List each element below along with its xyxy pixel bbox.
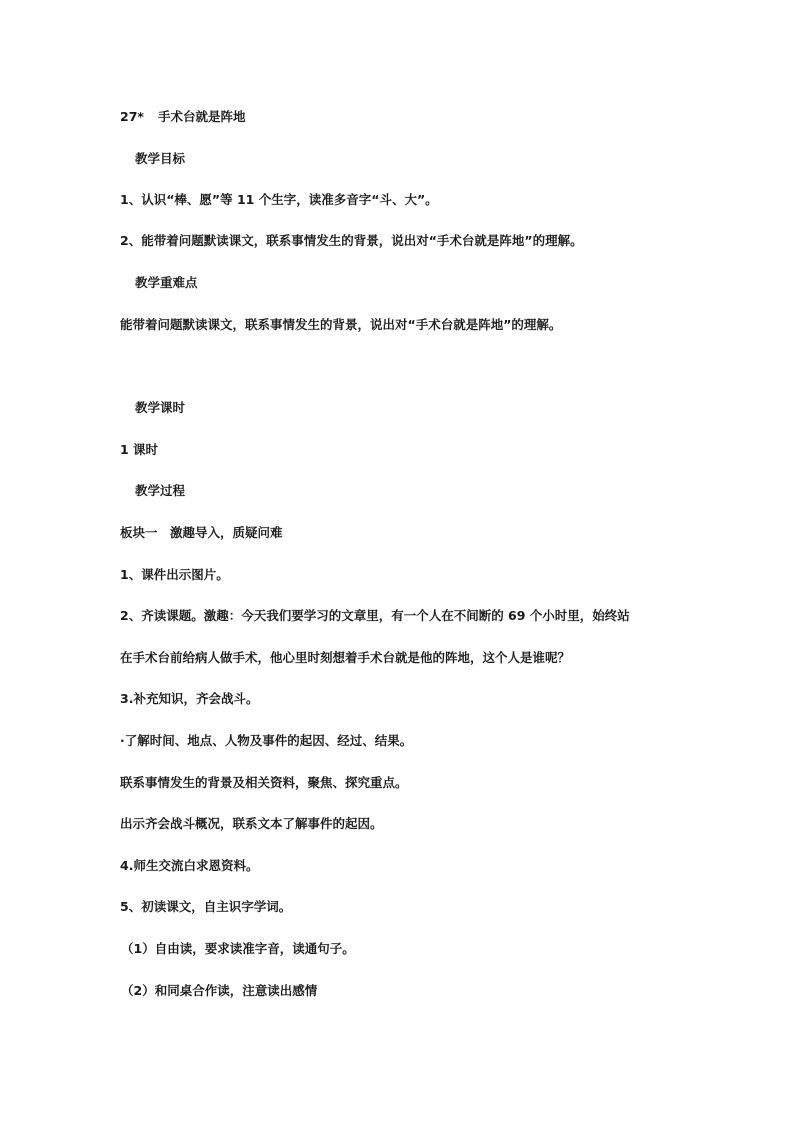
- process-step-2: 2、齐读课题。激趣：今天我们要学习的文章里，有一个人在不间断的 69 个小时里，始终站: [120, 608, 630, 623]
- section-heading-key-points: 教学重难点: [135, 275, 198, 290]
- process-step-5: 5、初读课文，自主识字学词。: [120, 899, 292, 914]
- process-step-1: 1、课件出示图片。: [120, 567, 229, 582]
- process-step-3-bullet: ·了解时间、地点、人物及事件的起因、经过、结果。: [120, 733, 413, 748]
- goal-1: 1、认识“棒、愿”等 11 个生字，读准多音字“斗、大”。: [120, 192, 438, 207]
- process-step-2-cont: 在手术台前给病人做手术，他心里时刻想着手术台就是他的阵地，这个人是谁呢？: [120, 650, 571, 665]
- section-heading-process: 教学过程: [135, 483, 186, 498]
- key-point: 能带着问题默读课文，联系事情发生的背景，说出对“手术台就是阵地”的理解。: [120, 317, 562, 332]
- section-heading-periods: 教学课时: [135, 400, 186, 415]
- goal-2: 2、能带着问题默读课文，联系事情发生的背景，说出对“手术台就是阵地”的理解。: [120, 233, 583, 248]
- document-title: [120, 109, 245, 125]
- process-step-5-sub-2: （2）和同桌合作读，注意读出感情: [121, 983, 318, 998]
- process-step-3-overview: 出示齐会战斗概况，联系文本了解事件的起因。: [120, 816, 383, 831]
- process-step-3-context: 联系事情发生的背景及相关资料，聚焦、探究重点。: [120, 775, 408, 790]
- title-number: 27*: [120, 109, 144, 124]
- process-step-4: 4.师生交流白求恩资料。: [120, 858, 259, 873]
- section-heading-goals: 教学目标: [135, 151, 186, 166]
- title-text: 手术台就是阵地: [157, 109, 246, 124]
- periods-value: 1 课时: [120, 442, 159, 457]
- process-step-3: 3.补充知识，齐会战斗。: [120, 691, 259, 706]
- block-heading-1: 板块一 激趣导入，质疑问难: [120, 525, 283, 540]
- process-step-5-sub-1: （1）自由读，要求读准字音，读通句子。: [121, 941, 355, 956]
